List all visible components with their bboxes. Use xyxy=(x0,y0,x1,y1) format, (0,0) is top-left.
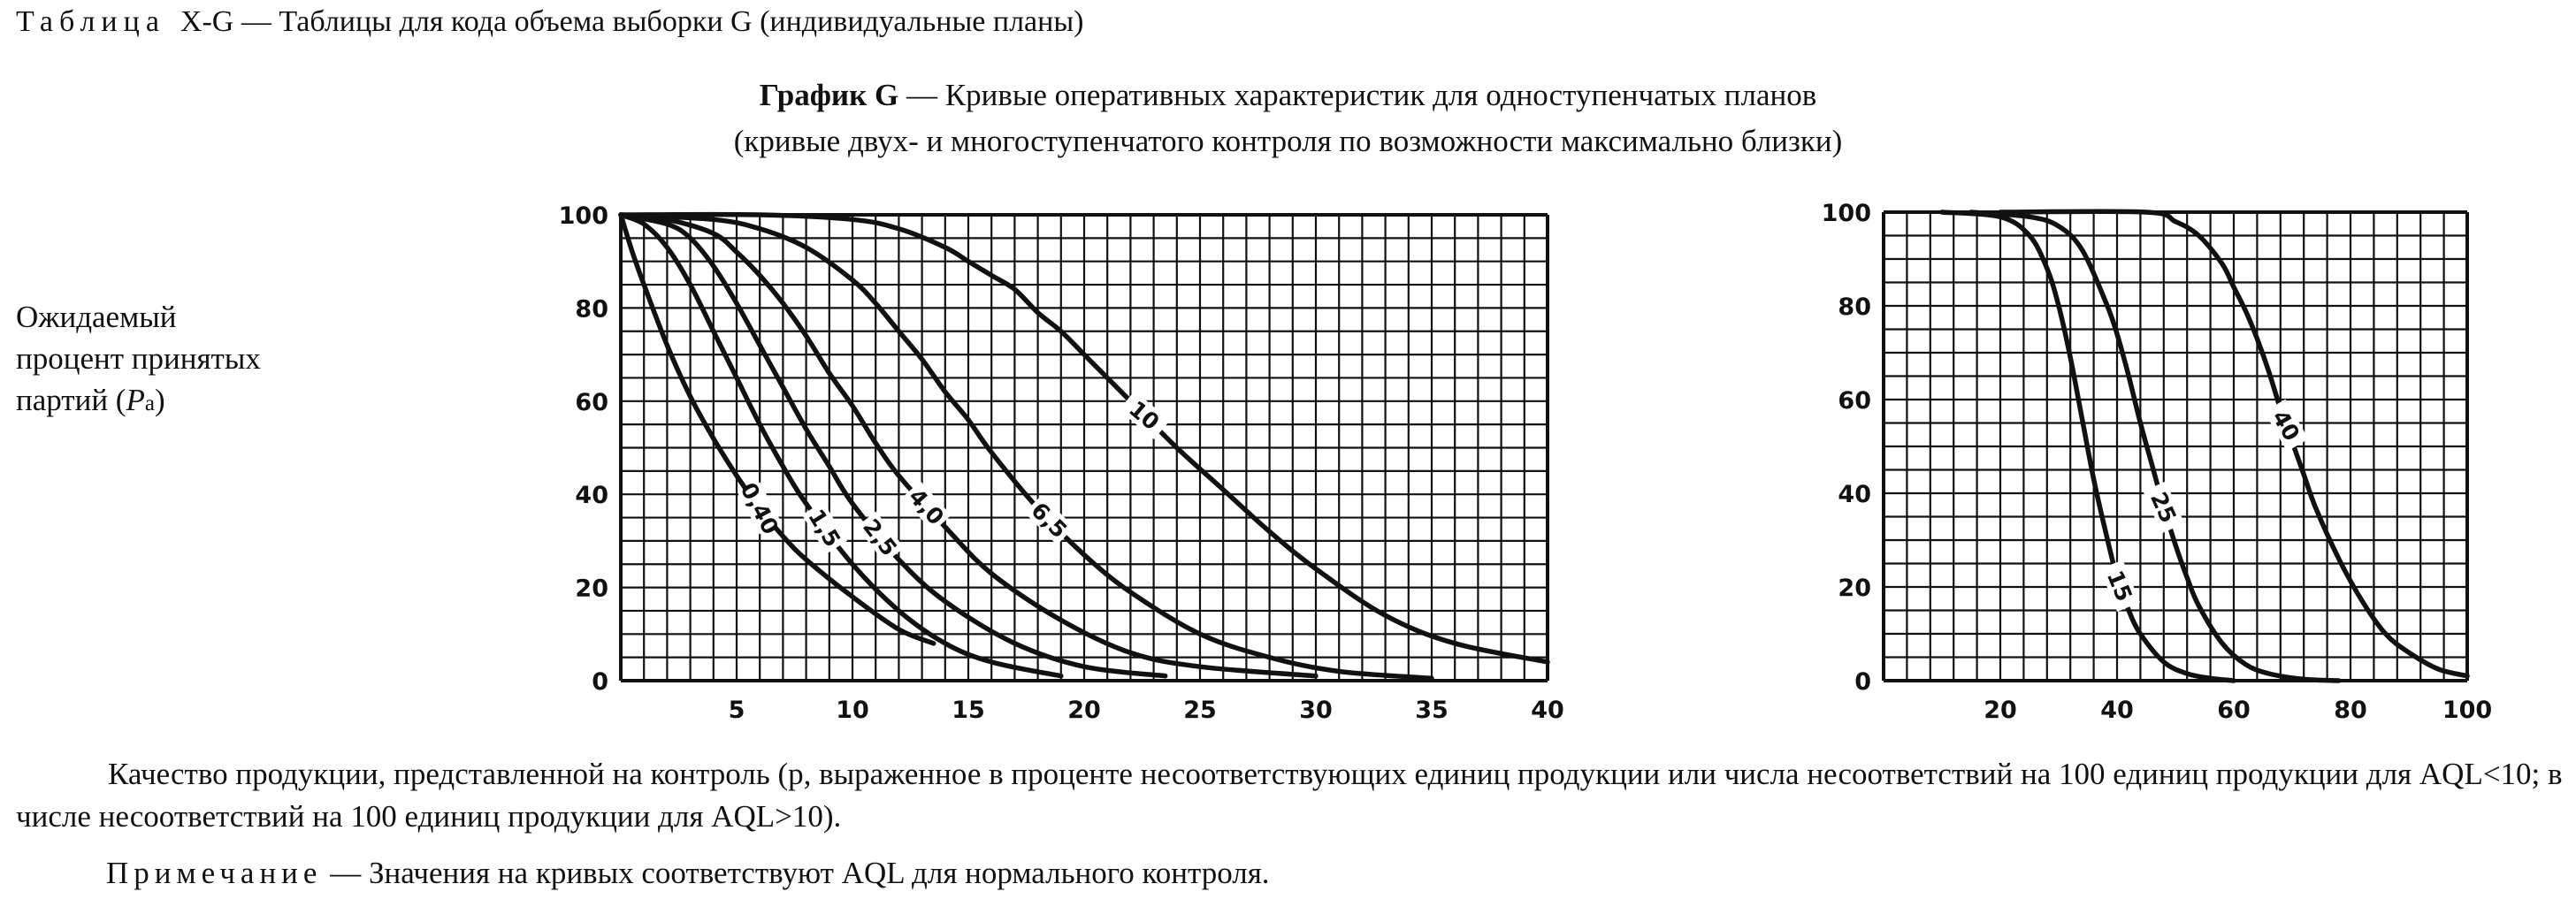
y-tick-label: 80 xyxy=(1838,293,1871,321)
y-tick-label: 0 xyxy=(1854,668,1871,696)
note-prefix: Примечание xyxy=(106,856,323,890)
note-text: — Значения на кривых соответствуют AQL для нормального контроля. xyxy=(322,856,1270,890)
x-tick-label: 20 xyxy=(1067,697,1101,724)
chart-title-line2: (кривые двух- и многоступенчатого контроля по возможности максимально близки) xyxy=(733,124,1843,158)
x-tick-label: 15 xyxy=(952,697,985,724)
y-axis-label-line1: Ожидаемый xyxy=(16,300,177,334)
x-tick-label: 20 xyxy=(1984,697,2017,724)
y-axis-label-line2: процент принятых xyxy=(16,341,261,376)
y-tick-label: 60 xyxy=(575,388,608,416)
y-tick-label: 100 xyxy=(558,202,608,230)
y-tick-label: 40 xyxy=(1838,481,1871,508)
table-header-text: X-G — Таблицы для кода объема выборки G (индивидуальные планы) xyxy=(180,5,1084,38)
x-axis-caption: Качество продукции, представленной на контроль (p, выраженное в проценте несоответствующих единиц продукции или числа несоответствий на 100 единиц продукции для AQL<10; в числе несоответствий на 100 единиц продукции для AQL>10). xyxy=(16,757,2563,834)
curve-label: 25 xyxy=(2145,488,2182,527)
curve-label: 10 xyxy=(1124,395,1165,436)
x-tick-label: 10 xyxy=(836,697,869,724)
chart-title-bold: График G xyxy=(759,78,899,112)
x-tick-label: 35 xyxy=(1415,697,1449,724)
y-axis-label-sub: a xyxy=(144,392,155,415)
y-axis-label-end: ) xyxy=(154,383,165,417)
y-tick-label: 100 xyxy=(1821,200,1871,227)
x-tick-label: 40 xyxy=(1531,697,1564,724)
curve-label: 2,5 xyxy=(857,514,903,561)
y-tick-label: 40 xyxy=(575,482,608,510)
y-axis-label-line3: партий ( xyxy=(16,383,126,417)
curve-label: 40 xyxy=(2266,406,2305,446)
y-tick-label: 20 xyxy=(1838,575,1871,602)
x-tick-label: 30 xyxy=(1299,697,1333,724)
note xyxy=(106,856,1270,891)
x-tick-label: 5 xyxy=(728,697,745,724)
x-tick-label: 60 xyxy=(2217,697,2251,724)
y-tick-label: 80 xyxy=(575,295,608,324)
curve-label: 0,40 xyxy=(735,478,784,539)
x-tick-label: 40 xyxy=(2100,697,2134,724)
chart-title-rest: — Кривые оперативных характеристик для одноступенчатых планов xyxy=(898,78,1817,112)
curve-label: 6,5 xyxy=(1026,497,1073,544)
y-axis-label-symbol: P xyxy=(126,383,145,417)
table-header-prefix: Таблица xyxy=(16,5,165,38)
x-tick-label: 25 xyxy=(1183,697,1217,724)
y-tick-label: 60 xyxy=(1838,387,1871,415)
curve-label: 1,5 xyxy=(803,504,846,552)
x-tick-label: 80 xyxy=(2334,697,2367,724)
x-tick-label: 100 xyxy=(2442,697,2493,724)
y-tick-label: 0 xyxy=(592,668,608,696)
y-tick-label: 20 xyxy=(575,575,608,603)
curve-label: 15 xyxy=(2101,567,2137,606)
curve-label: 4,0 xyxy=(903,484,950,530)
